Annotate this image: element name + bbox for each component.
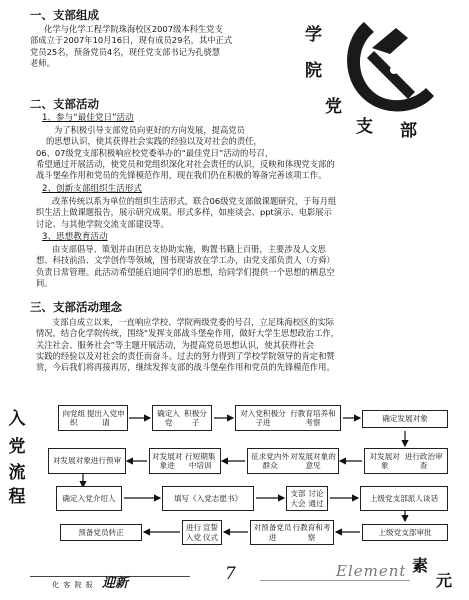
text-line: 赏，今后我们将再接再厉，继续发挥支部的战斗堡垒作用和党员的先锋模范作用。 — [36, 362, 335, 373]
flow-step-oath: 进行入党 宣誓仪式 — [182, 520, 222, 545]
innovation-paragraph — [36, 196, 456, 230]
text-line: 战斗堡垒作用和党员的先锋模范作用，现在我们仍在积极的筹备完善该项工作。 — [36, 170, 327, 181]
side-title-char: 院 — [305, 61, 322, 81]
philosophy-paragraph — [36, 317, 456, 373]
text-line: 由支部倡导、策划并由团总支协助实施，购置书籍上百册，主要涉及人文思 — [52, 244, 326, 254]
flow-step-development-target: 确定发展对象 — [362, 410, 448, 428]
footer-brand: Element — [336, 562, 407, 580]
text-line: 情况，结合化学院传统，围绕“发挥支部战斗堡垒作用，做好大学生思想政治工作， — [36, 328, 339, 339]
flow-step-introducer: 确定 入党介绍人 — [56, 486, 122, 511]
subheading-ideology: 3、思想教育活动 — [42, 232, 108, 242]
flow-title-char: 程 — [8, 487, 26, 507]
text-line: 支部自成立以来，一直响应学校、学院两级党委的号召，立足珠海校区的实际 — [52, 317, 335, 327]
text-line: 关注社会、服务社会”等主题开展活动，为提高党员思想认识，使其获得社会 — [36, 339, 315, 350]
footer-stamp: 迎新 — [102, 576, 129, 591]
flow-title-char: 党 — [8, 437, 26, 457]
text-line: 老师。 — [30, 57, 55, 68]
side-title-char: 部 — [400, 121, 417, 141]
flow-step-interview: 上级党支 部派人谈话 — [360, 486, 448, 511]
text-line: 为了积极引导支部党员向更好的方向发展，提高党员 — [54, 125, 245, 135]
footer-rule-right — [260, 580, 410, 581]
footer-brand-char: 元 — [436, 571, 453, 590]
flow-step-approval: 上级党支部审批 — [362, 524, 448, 541]
text-line: 党员25名，预备党员4名，现任党支部书记为孔骁慧 — [30, 46, 221, 57]
section-heading-activities: 二、支部活动 — [30, 97, 99, 111]
flow-step-apply: 向党组织 提出入党申请 — [58, 405, 128, 431]
flow-step-solicit-opinions: 征求党内外群众 对发展对象的意见 — [247, 448, 339, 474]
text-line: 织生活上做课题报告，展示研究成果。形式多样，如座谈会、ppt演示、电影展示 — [36, 207, 332, 218]
text-line: 讨论、与其他学院交流支部建设等。 — [36, 218, 169, 229]
side-title-char: 支 — [356, 117, 373, 137]
text-line: 化学与化学工程学院珠海校区2007级本科生党支 — [44, 24, 223, 34]
subheading-innovation: 2、创新支部组织生活形式 — [42, 184, 142, 194]
text-line: 06、07级党支部积极响应校党委举办的“最佳党日”活动的号召， — [36, 147, 274, 158]
page-number: 7 — [225, 564, 236, 584]
flow-step-training: 对发展对象进 行短期集中培训 — [149, 448, 221, 474]
flow-step-activist: 确定入党 积极分子 — [152, 405, 212, 431]
ideology-paragraph — [36, 244, 456, 289]
flow-title-char: 流 — [8, 463, 26, 483]
text-line: 部成立于2007年10月16日，现有成员29名，其中正式 — [30, 35, 233, 46]
flow-title-char: 入 — [8, 409, 26, 429]
text-line: 希望通过开展活动，使党员和党组织深化对社会责任的认识，反映和体现党支部的 — [36, 158, 335, 169]
composition-paragraph — [30, 24, 312, 69]
text-line: 的思想认识，使其获得社会实践的经验以及对社会的责任， — [46, 136, 262, 147]
text-line: 实践的经验以及对社会的责任而奋斗。过去的努力得到了学校学院领导的肯定和赞 — [36, 350, 335, 361]
subheading-best-party-day: 1、参与“最佳党日”活动 — [42, 113, 134, 123]
section-heading-philosophy: 三、支部活动理念 — [30, 300, 122, 314]
flow-step-application-form: 填写 《入党志愿书》 — [162, 486, 254, 511]
flow-step-branch-vote: 支部大会 讨论通过 — [286, 486, 328, 511]
text-line: 负责日常管理。此活动希望能启迪同学们的思想，给同学们提供一个思想的栖息空 — [36, 266, 335, 277]
footer-publication-name: 化 客 院 报 — [52, 581, 94, 589]
party-emblem-icon — [334, 10, 452, 118]
section-heading-composition: 一、支部组成 — [30, 8, 99, 22]
flow-step-preliminary-review: 对发展对 象进行预审 — [48, 448, 126, 474]
footer-brand-char: 素 — [412, 556, 429, 575]
best-party-day-paragraph — [36, 125, 364, 181]
side-title-char: 学 — [305, 25, 322, 45]
flow-step-political-review: 对发展对象 进行政治审查 — [364, 448, 448, 474]
flow-step-educate-activist: 对入党积极分子进 行教育培养和考察 — [235, 405, 341, 431]
flow-step-full-member: 预备党员转正 — [60, 524, 142, 541]
text-line: 间。 — [36, 277, 53, 288]
side-title-char: 党 — [325, 97, 342, 117]
flow-step-probation-review: 对预备党员进 行教育和考察 — [250, 520, 334, 545]
text-line: 改革传统以系为单位的组织生活形式，联合06级党支部做课题研究，于每月组 — [52, 196, 337, 206]
text-line: 想、科技前沿、文学创作等领域，图书现寄放在学工办，由党支部负责人（方舜） — [36, 255, 335, 266]
